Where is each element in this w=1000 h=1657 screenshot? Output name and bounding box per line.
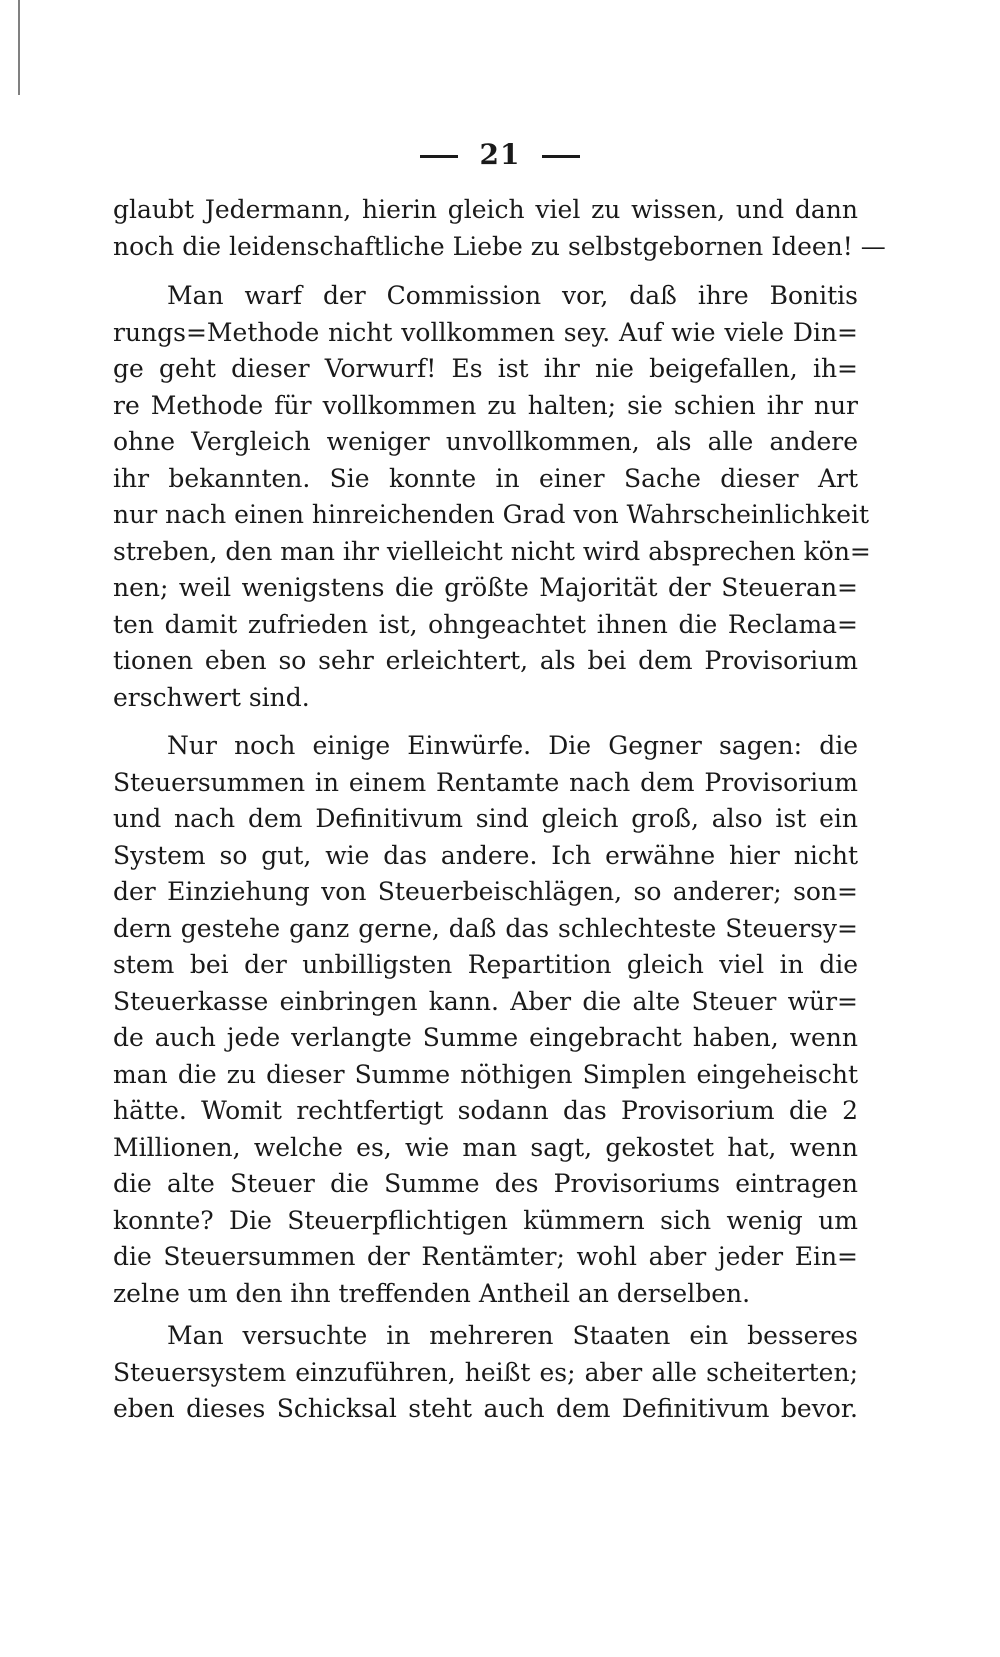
- text-line: streben, den man ihr vielleicht nicht wird absprechen kön=: [113, 536, 871, 566]
- header-dash-left: [420, 155, 458, 158]
- text-line: Man versuchte in mehreren Staaten ein besseres: [167, 1321, 858, 1350]
- paragraph-3: [113, 728, 858, 1312]
- text-line: die Steuersummen der Rentämter; wohl aber jeder Ein=: [113, 1242, 858, 1271]
- paragraph-4: [113, 1318, 858, 1428]
- text-line: ge geht dieser Vorwurf! Es ist ihr nie beigefallen, ih=: [113, 354, 858, 383]
- paragraph-2: [113, 278, 871, 716]
- text-line: noch die leidenschaftliche Liebe zu selbstgebornen Ideen! —: [113, 231, 886, 261]
- text-line: eben dieses Schicksal steht auch dem Definitivum bevor.: [113, 1394, 858, 1423]
- text-line: ten damit zufrieden ist, ohngeachtet ihnen die Reclama=: [113, 609, 858, 639]
- text-line: System so gut, wie das andere. Ich erwähne hier nicht: [113, 840, 858, 870]
- text-line: glaubt Jedermann, hierin gleich viel zu wissen, und dann: [113, 195, 858, 224]
- page-number: 21: [479, 138, 521, 171]
- text-line: stem bei der unbilligsten Repartition gleich viel in die: [113, 950, 858, 979]
- text-line: Steuersystem einzuführen, heißt es; aber alle scheiterten;: [113, 1357, 858, 1387]
- text-line: tionen eben so sehr erleichtert, als bei dem Provisorium: [113, 646, 858, 675]
- text-line: Steuerkasse einbringen kann. Aber die alte Steuer wür=: [113, 986, 858, 1016]
- page-header: [0, 138, 1000, 171]
- text-line: rungs=Methode nicht vollkommen sey. Auf wie viele Din=: [113, 317, 858, 347]
- text-line: zelne um den ihn treffenden Antheil an derselben.: [113, 1278, 751, 1308]
- text-line: Steuersummen in einem Rentamte nach dem Provisorium: [113, 767, 858, 797]
- binding-edge-mark: [18, 0, 20, 95]
- text-line: dern gestehe ganz gerne, daß das schlechteste Steuersy=: [113, 913, 858, 943]
- text-line: nen; weil wenigstens die größte Majorität der Steueran=: [113, 573, 858, 602]
- text-line: ihr bekannten. Sie konnte in einer Sache dieser Art: [113, 463, 858, 493]
- text-line: der Einziehung von Steuerbeischlägen, so anderer; son=: [113, 877, 858, 906]
- text-line: Millionen, welche es, wie man sagt, gekostet hat, wenn: [113, 1132, 858, 1162]
- text-line: Man warf der Commission vor, daß ihre Bonitis: [167, 281, 858, 310]
- text-line: de auch jede verlangte Summe eingebracht haben, wenn: [113, 1023, 858, 1052]
- text-line: man die zu dieser Summe nöthigen Simplen eingeheischt: [113, 1059, 858, 1089]
- text-line: erschwert sind.: [113, 682, 310, 712]
- text-line: und nach dem Definitivum sind gleich groß, also ist ein: [113, 804, 858, 833]
- text-line: nur nach einen hinreichenden Grad von Wahrscheinlichkeit: [113, 500, 870, 529]
- text-line: die alte Steuer die Summe des Provisoriums eintragen: [113, 1169, 858, 1198]
- text-line: re Methode für vollkommen zu halten; sie schien ihr nur: [113, 390, 858, 420]
- header-dash-right: [542, 155, 580, 158]
- text-line: Nur noch einige Einwürfe. Die Gegner sagen: die: [167, 731, 858, 760]
- text-line: ohne Vergleich weniger unvollkommen, als alle andere: [113, 427, 858, 456]
- paragraph-1: [113, 192, 886, 265]
- text-line: hätte. Womit rechtfertigt sodann das Provisorium die 2: [113, 1096, 858, 1125]
- text-line: konnte? Die Steuerpflichtigen kümmern sich wenig um: [113, 1205, 858, 1235]
